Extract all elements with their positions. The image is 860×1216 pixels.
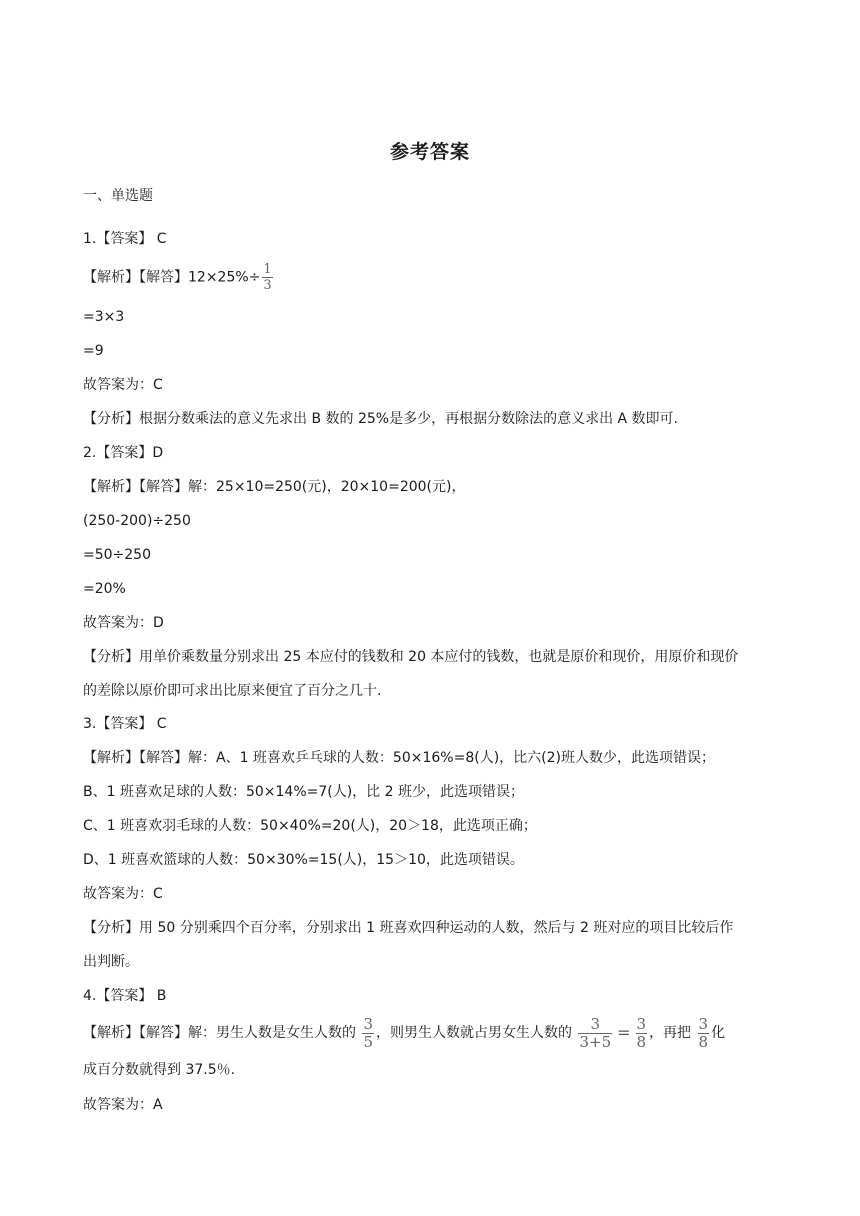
q4-analysis-line2: 成百分数就得到 37.5％. <box>83 1062 236 1078</box>
q1-analysis-text: 【解析】【解答】12×25%÷ <box>83 269 261 286</box>
q2-answer: 2.【答案】D <box>83 445 164 461</box>
q2-analysis: 【解析】【解答】解：25×10=250(元)，20×10=200(元)， <box>83 479 466 495</box>
q4-fraction-1: $\frac{3}{5}$ <box>363 1014 373 1051</box>
q3-analysis-b: B、1 班喜欢足球的人数：50×14%=7(人)，比 2 班少，此选项错误； <box>83 784 524 800</box>
q2-step1: (250-200)÷250 <box>83 513 191 529</box>
q4-fraction-4: $\frac{3}{8}$ <box>698 1014 709 1051</box>
q2-step3: =20% <box>83 581 126 597</box>
q4-text-3: ，再把 <box>649 1025 692 1041</box>
section-heading: 一、单选题 <box>83 188 153 204</box>
q4-answer: 4.【答案】 B <box>83 988 167 1004</box>
q1-answer: 1.【答案】 C <box>83 231 167 247</box>
page-title: 参考答案 <box>389 141 470 163</box>
q3-note-line2: 出判断。 <box>83 954 139 970</box>
q4-text-2: ，则男生人数就占男女生人数的 <box>376 1025 572 1041</box>
q1-step2: =9 <box>83 343 104 359</box>
q4-text-1: 【解析】【解答】解：男生人数是女生人数的 <box>83 1025 356 1041</box>
q2-step2: =50÷250 <box>83 547 151 563</box>
q1-fraction: $\frac{1}{3}$ <box>263 262 272 293</box>
q3-conclusion: 故答案为：C <box>83 886 163 902</box>
q2-conclusion: 故答案为：D <box>83 615 164 631</box>
q1-step1: =3×3 <box>83 309 125 325</box>
q3-analysis-d: D、1 班喜欢篮球的人数：50×30%=15(人)，15＞10，此选项错误。 <box>83 852 524 868</box>
q2-note-line1: 【分析】用单价乘数量分别求出 25 本应付的钱数和 20 本应付的钱数，也就是原价和现价，用原价和现价 <box>83 649 739 665</box>
q4-conclusion: 故答案为：A <box>83 1097 163 1113</box>
q3-answer: 3.【答案】 C <box>83 716 167 732</box>
q3-note-line1: 【分析】用 50 分别乘四个百分率，分别求出 1 班喜欢四种运动的人数，然后与 2 班对应的项目比较后作 <box>83 920 734 936</box>
q1-analysis <box>83 263 275 292</box>
q2-note-line2: 的差除以原价即可求出比原来便宜了百分之几十. <box>83 683 382 699</box>
q3-analysis-c: C、1 班喜欢羽毛球的人数：50×40%=20(人)，20＞18，此选项正确； <box>83 818 537 834</box>
q4-equals: = <box>617 1023 631 1042</box>
q4-fraction-2: $\frac{3}{3+5}$ <box>579 1014 612 1051</box>
q4-text-4: 化 <box>711 1025 726 1041</box>
q4-analysis <box>83 1016 725 1050</box>
q1-conclusion: 故答案为：C <box>83 377 163 393</box>
q4-fraction-3: $\frac{3}{8}$ <box>636 1014 647 1051</box>
q3-analysis-a: 【解析】【解答】解：A、1 班喜欢乒乓球的人数：50×16%=8(人)，比六(2)班人数少，此选项错误； <box>83 750 715 766</box>
q1-note: 【分析】根据分数乘法的意义先求出 B 数的 25%是多少，再根据分数除法的意义求出 A 数即可. <box>83 411 678 427</box>
